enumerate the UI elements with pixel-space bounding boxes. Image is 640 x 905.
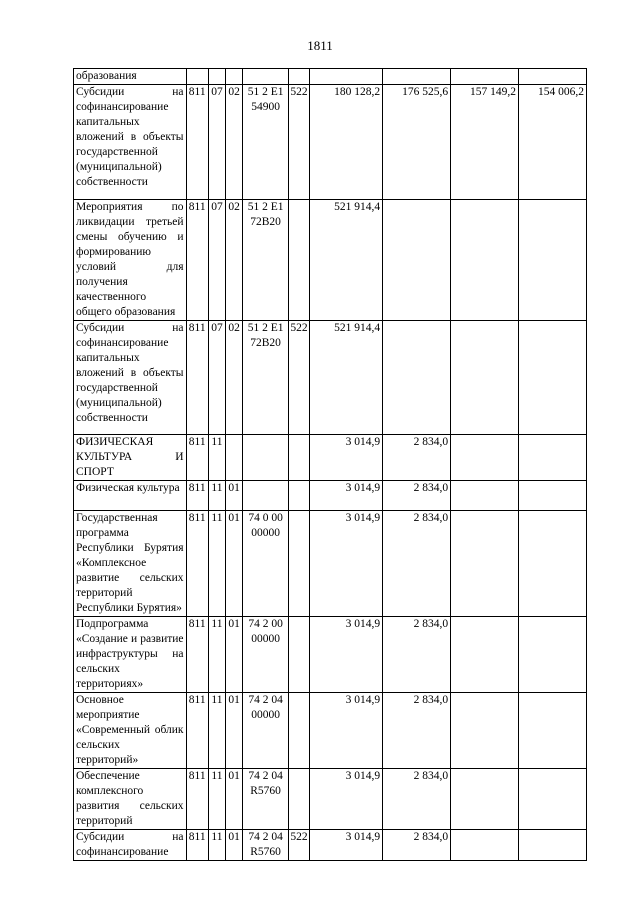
amount-1-cell: 3 014,9 xyxy=(310,435,383,481)
table-row xyxy=(74,830,587,861)
target-article-cell: 74 2 04 R5760 xyxy=(243,769,289,830)
ministry-code-cell: 811 xyxy=(186,830,208,861)
amount-1-cell xyxy=(310,69,383,85)
table-row xyxy=(74,69,587,85)
target-article-cell xyxy=(243,69,289,85)
ministry-code-cell: 811 xyxy=(186,435,208,481)
amount-4-cell xyxy=(519,693,587,769)
item-name-cell: Основное мероприятие «Современный облик сельских территорий» xyxy=(74,693,187,769)
table-row xyxy=(74,617,587,693)
target-article-cell xyxy=(243,435,289,481)
item-name-cell: Подпрограмма «Создание и развитие инфраструктуры на сельских территориях» xyxy=(74,617,187,693)
subsection-code-cell: 01 xyxy=(226,830,243,861)
item-name-cell: Обеспечение комплексного развития сельских территорий xyxy=(74,769,187,830)
expense-type-cell xyxy=(288,200,309,321)
subsection-code-cell: 01 xyxy=(226,511,243,617)
item-name-cell: Субсидии на софинансирование xyxy=(74,830,187,861)
expense-type-cell: 522 xyxy=(288,321,309,435)
amount-2-cell: 176 525,6 xyxy=(383,85,451,200)
amount-1-cell: 3 014,9 xyxy=(310,511,383,617)
expense-type-cell xyxy=(288,481,309,511)
item-name-cell: Мероприятия по ликвидации третьей смены обучению и формированию условий для получения качественного общего образования xyxy=(74,200,187,321)
target-article-cell: 74 2 04 00000 xyxy=(243,693,289,769)
table-row xyxy=(74,511,587,617)
budget-table xyxy=(73,68,587,861)
amount-3-cell xyxy=(451,769,519,830)
amount-3-cell xyxy=(451,200,519,321)
amount-2-cell: 2 834,0 xyxy=(383,617,451,693)
expense-type-cell xyxy=(288,617,309,693)
page-number: 1811 xyxy=(307,38,333,53)
ministry-code-cell: 811 xyxy=(186,321,208,435)
section-code-cell: 11 xyxy=(208,769,225,830)
target-article-cell: 74 2 04 R5760 xyxy=(243,830,289,861)
ministry-code-cell: 811 xyxy=(186,200,208,321)
section-code-cell: 11 xyxy=(208,511,225,617)
table-row xyxy=(74,435,587,481)
amount-2-cell: 2 834,0 xyxy=(383,435,451,481)
amount-4-cell xyxy=(519,617,587,693)
amount-4-cell xyxy=(519,200,587,321)
amount-3-cell xyxy=(451,830,519,861)
ministry-code-cell: 811 xyxy=(186,769,208,830)
amount-1-cell: 180 128,2 xyxy=(310,85,383,200)
table-row xyxy=(74,769,587,830)
amount-4-cell xyxy=(519,435,587,481)
expense-type-cell xyxy=(288,769,309,830)
subsection-code-cell xyxy=(226,69,243,85)
subsection-code-cell: 01 xyxy=(226,481,243,511)
section-code-cell: 11 xyxy=(208,435,225,481)
section-code-cell: 11 xyxy=(208,830,225,861)
expense-type-cell: 522 xyxy=(288,85,309,200)
amount-4-cell xyxy=(519,830,587,861)
item-name-cell: Государственная программа Республики Бурятия «Комплексное развитие сельских территорий Республики Бурятия» xyxy=(74,511,187,617)
expense-type-cell: 522 xyxy=(288,830,309,861)
amount-4-cell xyxy=(519,769,587,830)
amount-1-cell: 3 014,9 xyxy=(310,481,383,511)
amount-2-cell: 2 834,0 xyxy=(383,830,451,861)
amount-4-cell: 154 006,2 xyxy=(519,85,587,200)
amount-3-cell xyxy=(451,617,519,693)
amount-2-cell xyxy=(383,321,451,435)
amount-1-cell: 521 914,4 xyxy=(310,200,383,321)
amount-4-cell xyxy=(519,69,587,85)
ministry-code-cell: 811 xyxy=(186,617,208,693)
table-row xyxy=(74,693,587,769)
target-article-cell: 51 2 E1 72B20 xyxy=(243,200,289,321)
amount-1-cell: 3 014,9 xyxy=(310,617,383,693)
subsection-code-cell: 01 xyxy=(226,769,243,830)
subsection-code-cell: 02 xyxy=(226,321,243,435)
item-name-cell: ФИЗИЧЕСКАЯ КУЛЬТУРА И СПОРТ xyxy=(74,435,187,481)
subsection-code-cell: 02 xyxy=(226,85,243,200)
amount-1-cell: 3 014,9 xyxy=(310,769,383,830)
target-article-cell: 74 2 00 00000 xyxy=(243,617,289,693)
item-name-cell: Субсидии на софинансирование капитальных вложений в объекты государственной (муниципальной) собственности xyxy=(74,85,187,200)
amount-3-cell xyxy=(451,435,519,481)
item-name-cell: образования xyxy=(74,69,187,85)
subsection-code-cell: 02 xyxy=(226,200,243,321)
item-name-cell: Субсидии на софинансирование капитальных вложений в объекты государственной (муниципальной) собственности xyxy=(74,321,187,435)
ministry-code-cell: 811 xyxy=(186,481,208,511)
target-article-cell: 74 0 00 00000 xyxy=(243,511,289,617)
target-article-cell: 51 2 E1 72B20 xyxy=(243,321,289,435)
amount-2-cell: 2 834,0 xyxy=(383,693,451,769)
amount-1-cell: 521 914,4 xyxy=(310,321,383,435)
ministry-code-cell: 811 xyxy=(186,511,208,617)
expense-type-cell xyxy=(288,69,309,85)
subsection-code-cell: 01 xyxy=(226,693,243,769)
target-article-cell xyxy=(243,481,289,511)
table-row xyxy=(74,85,587,200)
amount-3-cell xyxy=(451,693,519,769)
subsection-code-cell xyxy=(226,435,243,481)
expense-type-cell xyxy=(288,693,309,769)
amount-3-cell: 157 149,2 xyxy=(451,85,519,200)
amount-3-cell xyxy=(451,69,519,85)
amount-1-cell: 3 014,9 xyxy=(310,693,383,769)
amount-2-cell: 2 834,0 xyxy=(383,511,451,617)
ministry-code-cell xyxy=(186,69,208,85)
ministry-code-cell: 811 xyxy=(186,85,208,200)
section-code-cell: 11 xyxy=(208,617,225,693)
amount-2-cell: 2 834,0 xyxy=(383,769,451,830)
amount-4-cell xyxy=(519,481,587,511)
ministry-code-cell: 811 xyxy=(186,693,208,769)
table-row xyxy=(74,321,587,435)
expense-type-cell xyxy=(288,435,309,481)
amount-3-cell xyxy=(451,321,519,435)
section-code-cell: 11 xyxy=(208,693,225,769)
amount-2-cell: 2 834,0 xyxy=(383,481,451,511)
amount-2-cell xyxy=(383,200,451,321)
amount-3-cell xyxy=(451,511,519,617)
amount-1-cell: 3 014,9 xyxy=(310,830,383,861)
amount-2-cell xyxy=(383,69,451,85)
subsection-code-cell: 01 xyxy=(226,617,243,693)
amount-3-cell xyxy=(451,481,519,511)
section-code-cell xyxy=(208,69,225,85)
table-row xyxy=(74,200,587,321)
table-row xyxy=(74,481,587,511)
section-code-cell: 11 xyxy=(208,481,225,511)
expense-type-cell xyxy=(288,511,309,617)
section-code-cell: 07 xyxy=(208,85,225,200)
target-article-cell: 51 2 E1 54900 xyxy=(243,85,289,200)
amount-4-cell xyxy=(519,511,587,617)
section-code-cell: 07 xyxy=(208,321,225,435)
item-name-cell: Физическая культура xyxy=(74,481,187,511)
amount-4-cell xyxy=(519,321,587,435)
section-code-cell: 07 xyxy=(208,200,225,321)
